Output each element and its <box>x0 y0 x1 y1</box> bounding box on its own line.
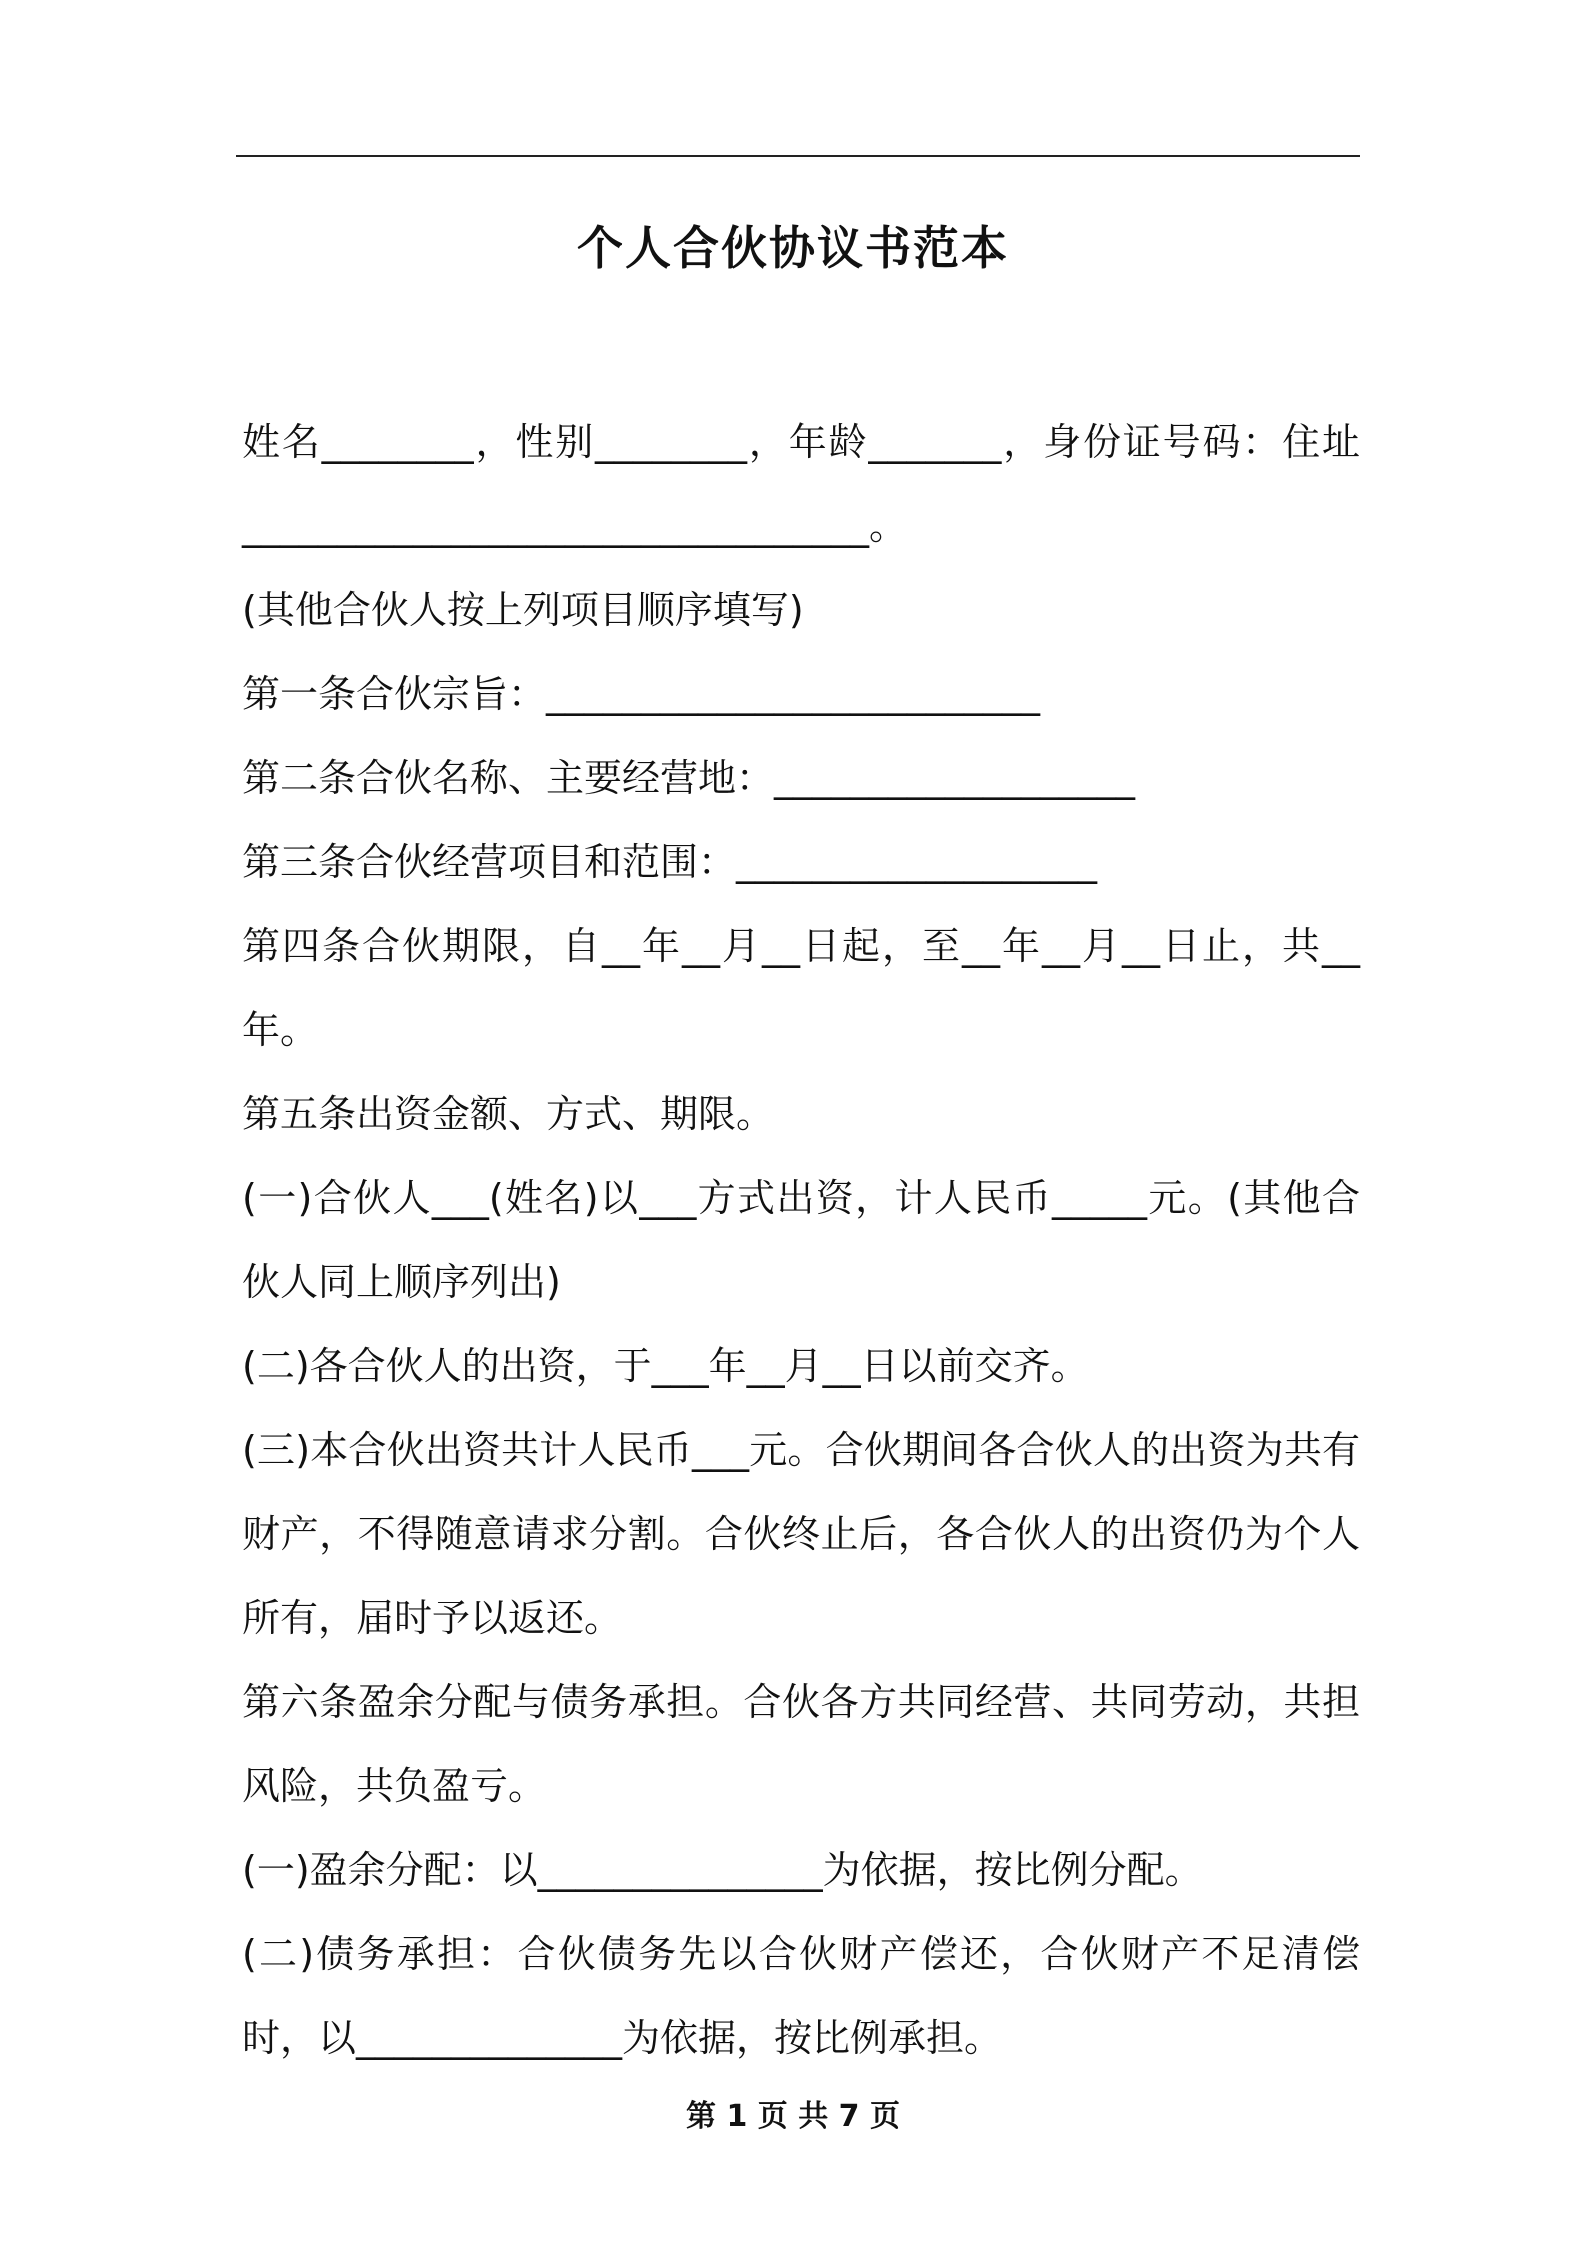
paragraph-article-6: 第六条盈余分配与债务承担。合伙各方共同经营、共同劳动，共担风险，共负盈亏。 <box>242 1680 1360 1808</box>
paragraph-article-5-item-2: (二)各合伙人的出资，于___年__月__日以前交齐。 <box>242 1344 1089 1388</box>
header-rule <box>236 155 1360 157</box>
paragraph-article-5-item-1: (一)合伙人___(姓名)以___方式出资，计人民币_____元。(其他合伙人同上顺序列出) <box>242 1176 1360 1304</box>
document-body <box>242 400 1360 2080</box>
page-number: 第 1 页 共 7 页 <box>686 2099 900 2134</box>
paragraph-article-5-item-3: (三)本合伙出资共计人民币___元。合伙期间各合伙人的出资为共有财产，不得随意请求分割。合伙终止后，各合伙人的出资仍为个人所有，届时予以返还。 <box>242 1428 1360 1640</box>
document-title: 个人合伙协议书范本 <box>577 221 1009 275</box>
paragraph-article-2: 第二条合伙名称、主要经营地：___________________ <box>242 756 1136 800</box>
paragraph-article-1: 第一条合伙宗旨：__________________________ <box>242 672 1041 716</box>
paragraph-article-6-item-2: (二)债务承担：合伙债务先以合伙财产偿还，合伙财产不足清偿时，以______________为依据，按比例承担。 <box>242 1932 1360 2060</box>
paragraph-note: (其他合伙人按上列项目顺序填写) <box>242 588 804 632</box>
paragraph-article-5: 第五条出资金额、方式、期限。 <box>242 1092 775 1136</box>
paragraph-article-4: 第四条合伙期限，自__年__月__日起，至__年__月__日止，共__年。 <box>242 924 1360 1052</box>
paragraph-article-6-item-1: (一)盈余分配：以_______________为依据，按比例分配。 <box>242 1848 1203 1892</box>
paragraph-article-3: 第三条合伙经营项目和范围：___________________ <box>242 840 1098 884</box>
paragraph-personal-info: 姓名________，性别________，年龄_______，身份证号码：住址_________________________________。 <box>242 420 1360 548</box>
